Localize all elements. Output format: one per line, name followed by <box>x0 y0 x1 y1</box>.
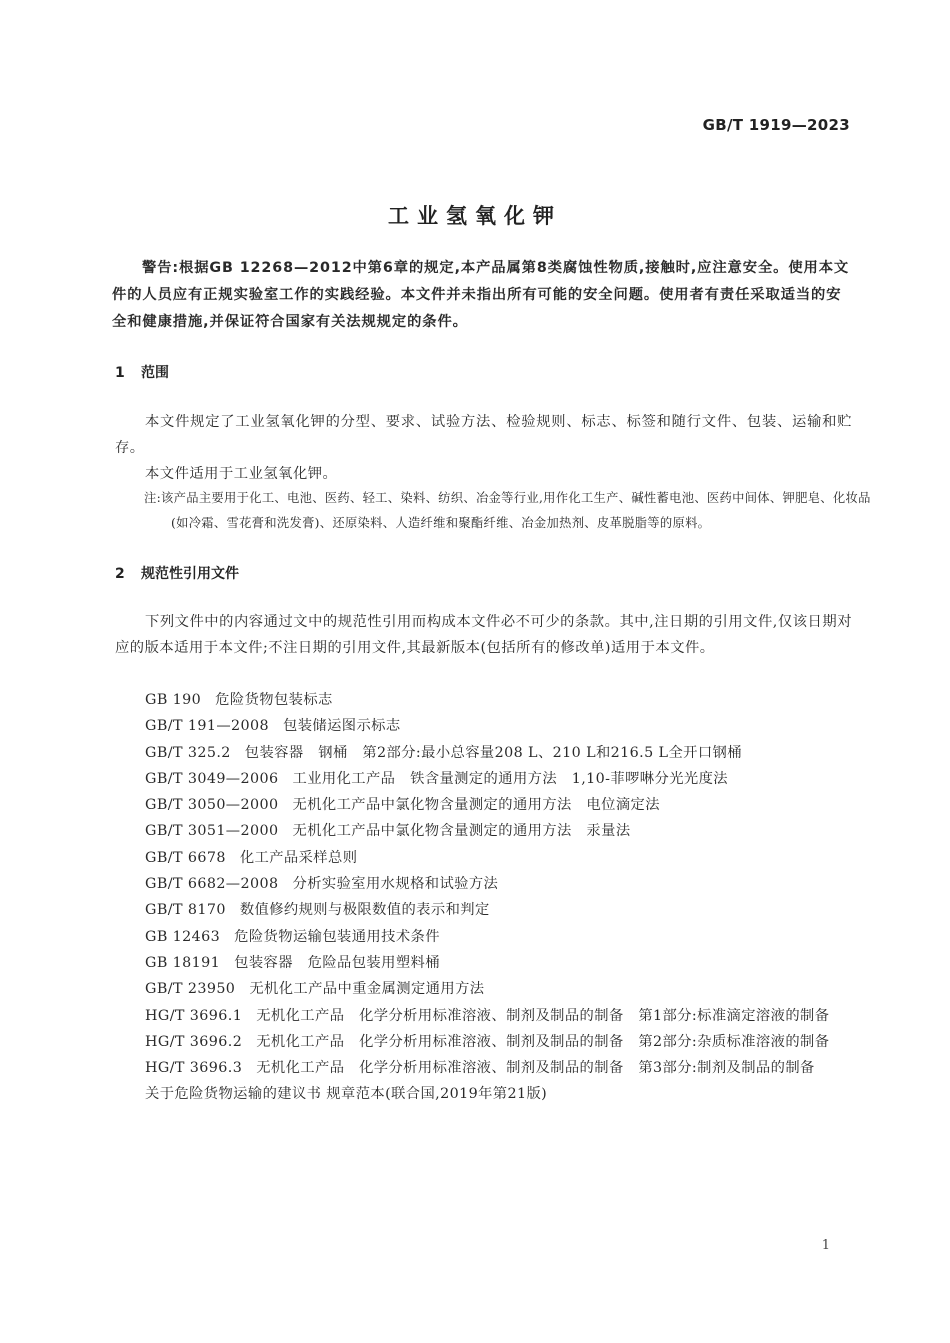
references-intro: 下列文件中的内容通过文中的规范性引用而构成本文件必不可少的条款。其中,注日期的引用文件,仅该日期对应的版本适用于本文件;不注日期的引用文件,其最新版本(包括所有的修改单)适用于本文件。 <box>115 614 852 656</box>
reference-title: 无机化工产品中重金属测定通用方法 <box>249 981 485 998</box>
reference-code: GB/T 3050—2000 <box>145 797 279 814</box>
scope-paragraph-1: 本文件规定了工业氢氧化钾的分型、要求、试验方法、检验规则、标志、标签和随行文件、包装、运输和贮存。 <box>115 414 852 456</box>
reference-code: GB/T 325.2 <box>145 744 231 761</box>
reference-title: 无机化工产品 化学分析用标准溶液、制剂及制品的制备 第3部分:制剂及制品的制备 <box>256 1060 815 1077</box>
reference-code: GB/T 3051—2000 <box>145 823 279 840</box>
reference-title: 化工产品采样总则 <box>239 849 358 866</box>
page-title: 工业氢氧化钾 <box>388 204 562 228</box>
reference-item <box>115 792 852 818</box>
page-number: 1 <box>821 1238 830 1253</box>
reference-code: HG/T 3696.3 <box>145 1060 243 1077</box>
reference-title: 无机化工产品 化学分析用标准溶液、制剂及制品的制备 第1部分:标准滴定溶液的制备 <box>256 1007 830 1024</box>
reference-title: 危险货物运输包装通用技术条件 <box>234 928 440 945</box>
reference-item <box>115 924 852 950</box>
scope-note: 注:该产品主要用于化工、电池、医药、轻工、染料、纺织、冶金等行业,用作化工生产、碱性蓄电池、医药中间体、钾肥皂、化妆品(如冷霜、雪花膏和洗发膏)、还原染料、人造纤维和聚酯纤维、冶金加热剂、皮革脱脂等的原料。 <box>144 491 871 530</box>
reference-code: GB 190 <box>145 692 202 708</box>
reference-item <box>115 845 852 871</box>
reference-item <box>115 976 852 1002</box>
reference-item <box>115 1029 852 1055</box>
section-title: 范围 <box>141 365 169 381</box>
reference-code: GB/T 6678 <box>145 849 226 866</box>
section-1-heading <box>115 362 169 382</box>
reference-code: GB/T 6682—2008 <box>145 876 279 893</box>
reference-title: 包装容器 危险品包装用塑料桶 <box>234 954 440 971</box>
reference-item <box>115 871 852 897</box>
reference-code: GB/T 23950 <box>145 981 236 998</box>
reference-title: 危险货物包装标志 <box>215 692 333 708</box>
reference-item <box>115 687 852 713</box>
reference-title: 包装储运图示标志 <box>283 718 401 735</box>
section-2-heading <box>115 563 239 583</box>
reference-item <box>115 713 852 739</box>
reference-title: 无机化工产品中氯化物含量测定的通用方法 汞量法 <box>292 823 631 840</box>
reference-title: 无机化工产品中氯化物含量测定的通用方法 电位滴定法 <box>292 797 660 814</box>
reference-item <box>115 740 852 766</box>
reference-list <box>115 687 852 1108</box>
reference-code: GB/T 8170 <box>145 902 226 919</box>
reference-item <box>115 766 852 792</box>
section-number: 2 <box>115 566 125 582</box>
reference-code: GB/T 3049—2006 <box>145 770 279 787</box>
reference-title: 工业用化工产品 铁含量测定的通用方法 1,10-菲啰啉分光光度法 <box>292 770 728 787</box>
reference-item <box>115 950 852 976</box>
reference-code: GB/T 191—2008 <box>145 718 269 735</box>
reference-item <box>115 1003 852 1029</box>
section-number: 1 <box>115 365 125 381</box>
scope-paragraph-2: 本文件适用于工业氢氧化钾。 <box>145 466 338 482</box>
reference-item <box>115 897 852 923</box>
reference-code: GB 18191 <box>145 954 221 971</box>
reference-code: GB 12463 <box>145 928 221 945</box>
section-title: 规范性引用文件 <box>141 566 239 582</box>
reference-code: HG/T 3696.1 <box>145 1007 243 1024</box>
reference-title: 关于危险货物运输的建议书 规章范本(联合国,2019年第21版) <box>145 1086 548 1103</box>
reference-code: HG/T 3696.2 <box>145 1033 243 1050</box>
safety-warning: 警告:根据GB 12268—2012中第6章的规定,本产品属第8类腐蚀性物质,接触时,应注意安全。使用本文件的人员应有正规实验室工作的实践经验。本文件并未指出所有可能的安全问题。使用者有责任采取适当的安全和健康措施,并保证符合国家有关法规规定的条件。 <box>112 260 850 330</box>
reference-title: 分析实验室用水规格和试验方法 <box>292 876 499 893</box>
reference-title: 包装容器 钢桶 第2部分:最小总容量208 L、210 L和216.5 L全开口钢桶 <box>244 744 742 761</box>
reference-title: 数值修约规则与极限数值的表示和判定 <box>239 902 490 919</box>
document-code: GB/T 1919—2023 <box>702 116 850 134</box>
reference-item <box>115 818 852 844</box>
reference-title: 无机化工产品 化学分析用标准溶液、制剂及制品的制备 第2部分:杂质标准溶液的制备 <box>256 1033 830 1050</box>
reference-item <box>115 1055 852 1081</box>
reference-item <box>115 1081 852 1107</box>
